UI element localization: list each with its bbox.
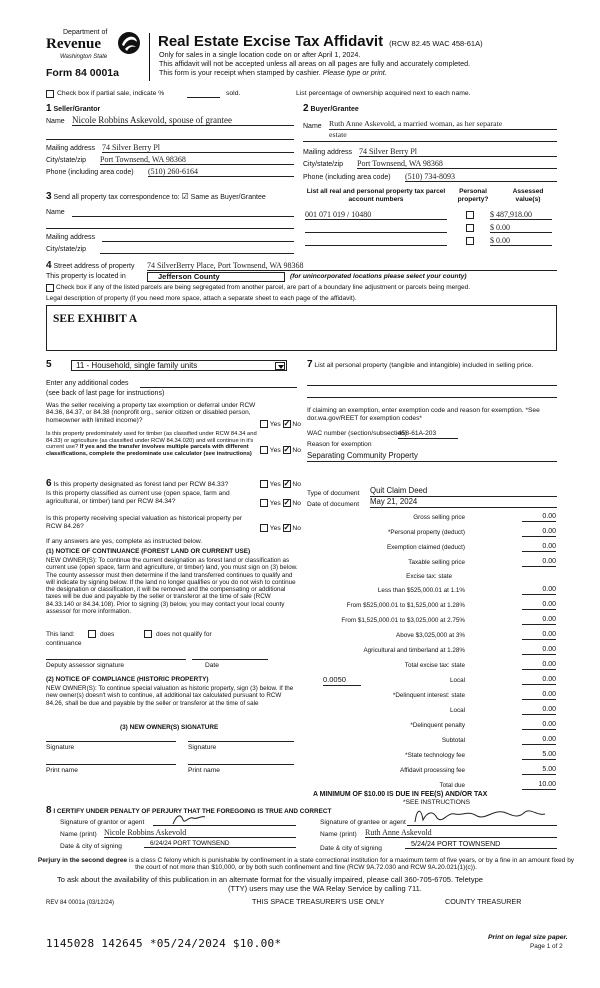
grantee-signature-scribble xyxy=(407,806,557,826)
buyer-city-label: City/state/zip xyxy=(303,161,344,168)
buyer-heading-text: Buyer/Grantee xyxy=(310,106,359,113)
parcel-header-list: List all real and personal property tax parcel account numbers xyxy=(306,188,446,203)
seller-mail-field[interactable]: 74 Silver Berry Pl xyxy=(102,143,294,153)
deputy-signature-label: Deputy assessor signature xyxy=(46,662,125,669)
tax-row-amount[interactable]: 0.00 xyxy=(522,661,556,670)
notice3-heading: (3) NEW OWNER(S) SIGNATURE xyxy=(120,724,219,731)
current-use-yes-checkbox[interactable] xyxy=(260,499,268,507)
tax-row-amount[interactable]: 10.00 xyxy=(522,781,556,790)
legal-paper-note: Print on legal size paper. xyxy=(488,934,568,941)
located-label: This property is located in xyxy=(46,273,126,280)
grantor-signature-scribble xyxy=(171,812,221,826)
doc-type-field[interactable]: Quit Claim Deed xyxy=(370,487,557,497)
no-label: No xyxy=(292,524,301,532)
assessed-value-field[interactable]: $ 487,918.00 xyxy=(490,210,552,220)
deputy-date-label: Date xyxy=(205,662,219,669)
page-number: Page 1 of 2 xyxy=(530,943,563,950)
forest-no-checkbox[interactable]: ✓ xyxy=(283,479,291,488)
partial-sale-label: Check box if partial sale, indicate % xyxy=(57,90,165,97)
property-num: 4 xyxy=(46,260,52,271)
doc-type-label: Type of document xyxy=(307,490,360,497)
personal-property-checkbox[interactable] xyxy=(466,237,474,245)
timber-question xyxy=(46,431,264,458)
print-name-label: Print name xyxy=(188,767,220,774)
tax-row-amount[interactable]: 0.00 xyxy=(522,631,556,640)
parcel-header-assessed: Assessed value(s) xyxy=(512,188,544,203)
if-yes-note: If any answers are yes, complete as instructed below. xyxy=(46,538,203,545)
section6-num: 6 xyxy=(46,478,52,489)
treasurer-use-label: THIS SPACE TREASURER'S USE ONLY xyxy=(252,897,385,906)
tax-row-amount[interactable]: 0.00 xyxy=(522,586,556,595)
q2-yes-checkbox[interactable] xyxy=(260,446,268,454)
wac-field[interactable]: 458-61A-203 xyxy=(398,430,458,439)
does-label: does xyxy=(100,631,115,638)
perjury-bold: Perjury in the second degree xyxy=(37,857,128,864)
notice1-text: NEW OWNER(S): To continue the current designation as forest land or classification as current use (open space, farm and agriculture, or timber) land, you must sign on (3) below. The county assessor must then determine if the land transferred continues to qualify and will indicate by signing below. If the land no longer qualifies or you do not wish to continue the designation or classification, it will be removed and the compensating or additional taxes will be due and payable by the seller or transferor at the time of sale (RCW 84.33.140 or 84.34.108). Prior to signing (3) below, you may contact your local county assessor for more information. xyxy=(46,557,298,616)
no-label: No xyxy=(292,446,301,454)
partial-percent-field[interactable] xyxy=(187,97,220,98)
seller-city-field[interactable]: Port Townsend, WA 98368 xyxy=(100,155,294,165)
parcel-account-field[interactable]: 001 071 019 / 10480 xyxy=(305,210,447,220)
county-select[interactable] xyxy=(147,272,285,282)
tax-row-label: From $1,525,000.01 to $3,025,000 at 2.75% xyxy=(341,617,465,624)
alternate-format-note-1: To ask about the availability of this publication in an alternate format for the visually impaired, please call 360-705-6705. Teletype xyxy=(57,875,483,884)
section7-heading xyxy=(307,359,557,371)
q1-answer xyxy=(260,420,301,428)
buyer-name-field-2[interactable]: estate xyxy=(329,130,347,139)
use-code-value: 11 - Household, single family units xyxy=(76,361,198,370)
q2-no-checkbox[interactable]: ✓ xyxy=(283,445,291,454)
ownership-note: List percentage of ownership acquired next to each name. xyxy=(296,90,471,97)
tax-row-amount[interactable]: 0.00 xyxy=(522,558,556,567)
tax-row-label: Subtotal xyxy=(441,737,465,744)
corr-mail-field[interactable] xyxy=(102,241,294,242)
form-citation: (RCW 82.45 WAC 458-61A) xyxy=(389,39,483,48)
alternate-format-note-2: (TTY) users may use the WA Relay Service by calling 711. xyxy=(228,884,422,893)
timber-question-bold: If yes and the transfer involves multiple parcels with different classifications, complete the predominate use calculator (see instructions) xyxy=(46,444,252,457)
tax-row-amount[interactable]: 0.00 xyxy=(522,721,556,730)
assessed-value-field[interactable]: $ 0.00 xyxy=(490,223,552,233)
dept-line: Department of xyxy=(63,29,108,36)
does-checkbox[interactable] xyxy=(88,630,96,638)
no-label: No xyxy=(292,420,301,428)
corr-city-field[interactable] xyxy=(100,253,294,254)
tax-row-label: Gross selling price xyxy=(413,514,465,521)
tax-row-label: Total due xyxy=(439,782,465,789)
does-not-label: does not qualify for xyxy=(156,631,212,638)
legal-description-box[interactable] xyxy=(46,305,557,351)
exemption-instructions: If claiming an exemption, enter exemption code and reason for exemption. *See dor.wa.gov/REET for exemption codes* xyxy=(307,407,540,422)
forest-answer xyxy=(260,480,301,488)
notice2-heading: (2) NOTICE OF COMPLIANCE (HISTORIC PROPERTY) xyxy=(46,676,209,683)
same-as-buyer-checkbox[interactable]: ☑ xyxy=(181,192,189,201)
q1-yes-checkbox[interactable] xyxy=(260,420,268,428)
grantor-signature-label: Signature of grantor or agent xyxy=(60,819,145,826)
tax-row-amount[interactable]: 0.00 xyxy=(522,646,556,655)
section8-num: 8 xyxy=(46,805,52,816)
tax-row-label: Taxable selling price xyxy=(408,559,465,566)
seller-name-label: Name xyxy=(46,118,65,125)
continuance-label: continuance xyxy=(46,640,82,647)
revision-number: REV 84 0001a (03/12/24) xyxy=(46,900,115,906)
historic-question: Is this property receiving special valuation as historical property per RCW 84.26? xyxy=(46,515,243,530)
parcel-header-personal: Personal property? xyxy=(457,188,489,203)
corr-name-label: Name xyxy=(46,209,65,216)
buyer-phone-field[interactable]: (510) 734-8093 xyxy=(405,172,557,182)
additional-codes-field[interactable] xyxy=(140,387,297,388)
tax-row-label: From $525,000.01 to $1,525,000 at 1.28% xyxy=(346,602,465,609)
corr-name-field[interactable] xyxy=(72,216,294,217)
header-line-3-italic: Please type or print. xyxy=(322,68,387,77)
tax-row-amount[interactable]: 0.00 xyxy=(522,736,556,745)
tax-row-label: *State technology fee xyxy=(405,752,465,759)
current-use-answer xyxy=(260,499,301,507)
dropdown-button[interactable] xyxy=(275,362,285,370)
no-label: No xyxy=(292,480,301,488)
tax-row-amount[interactable]: 0.00 xyxy=(522,706,556,715)
corr-city-label: City/state/zip xyxy=(46,246,87,253)
dor-swirl-icon xyxy=(116,30,142,56)
personal-property-field-1[interactable] xyxy=(307,385,557,386)
tax-row-amount[interactable]: 5.00 xyxy=(522,766,556,775)
header-line-3 xyxy=(159,69,387,77)
personal-property-checkbox[interactable] xyxy=(466,224,474,232)
street-label: Street address of property xyxy=(53,263,135,270)
tax-row-amount[interactable]: 5.00 xyxy=(522,751,556,760)
property-street-row xyxy=(46,260,134,272)
tax-row-label: Local xyxy=(449,707,465,714)
forest-question xyxy=(46,478,228,490)
buyer-num: 2 xyxy=(303,103,309,114)
correspondence-text: Send all property tax correspondence to: xyxy=(53,194,180,201)
tax-row-label: Affidavit processing fee xyxy=(400,767,465,774)
no-label: No xyxy=(292,499,301,507)
corr-mail-label: Mailing address xyxy=(46,234,96,241)
additional-codes-label: Enter any additional codes xyxy=(46,380,129,387)
yes-label: Yes xyxy=(269,446,281,454)
segregation-label: Check box if any of the listed parcels are being segregated from another parcel, are part of a boundary line adjustment or parcels being merged. xyxy=(56,284,471,291)
corr-name-line-2[interactable] xyxy=(46,228,294,229)
use-code-select[interactable] xyxy=(71,360,287,371)
see-back-note: (see back of last page for instructions) xyxy=(46,390,165,397)
local-rate: 0.0050 xyxy=(323,676,361,686)
signature-label: Signature xyxy=(188,744,217,751)
minimum-due-note: A MINIMUM OF $10.00 IS DUE IN FEE(S) AND/OR TAX xyxy=(313,791,488,798)
tax-row-amount[interactable]: 0.00 xyxy=(522,543,556,552)
section7-text: List all personal property (tangible and intangible) included in selling price. xyxy=(314,362,534,369)
notice2-text: NEW OWNER(S): To continue special valuation as historic property, sign (3) below. If the new owner(s) doesn't wish to continue, all additional tax calculated pursuant to RCW 84.26, shall be due and payable by the seller or transferor at the time of sale xyxy=(46,685,294,707)
signature-label: Signature xyxy=(46,744,75,751)
buyer-city-field[interactable]: Port Townsend, WA 98368 xyxy=(357,159,557,169)
tax-row-label: *Delinquent penalty xyxy=(410,722,465,729)
reason-label: Reason for exemption xyxy=(307,441,372,448)
personal-property-checkbox[interactable] xyxy=(466,211,474,219)
yes-label: Yes xyxy=(269,480,281,488)
this-land-label: This land: xyxy=(46,631,75,638)
county-note: (for unincorporated locations please select your county) xyxy=(290,273,467,280)
deputy-signature-field[interactable] xyxy=(46,659,186,660)
seller-num: 1 xyxy=(46,103,52,114)
tax-row-label: Agricultural and timberland at 1.28% xyxy=(363,647,465,654)
notice1-heading: (1) NOTICE OF CONTINUANCE (FOREST LAND OR CURRENT USE) xyxy=(46,548,251,555)
buyer-mail-field[interactable]: 74 Silver Berry Pl xyxy=(359,147,557,157)
wac-label: WAC number (section/subsection) xyxy=(307,430,407,437)
reason-field[interactable]: Separating Community Property xyxy=(307,452,557,462)
grantee-name-field[interactable]: Ruth Anne Askevold xyxy=(365,828,557,838)
seller-name-line-2[interactable] xyxy=(46,139,294,140)
tax-row-label: Above $3,025,000 at 3% xyxy=(396,632,465,639)
correspondence-num: 3 xyxy=(46,191,52,202)
state-name: Washington State xyxy=(60,54,108,60)
form-number: Form 84 0001a xyxy=(46,67,119,79)
legal-description-text: SEE EXHIBIT A xyxy=(53,313,138,325)
street-address-field[interactable]: 74 SilverBerry Place, Port Townsend, WA 98368 xyxy=(147,261,557,271)
tax-row-amount[interactable]: 0.00 xyxy=(522,528,556,537)
personal-property-field-2[interactable] xyxy=(307,397,557,398)
grantor-signature-field[interactable] xyxy=(153,812,296,826)
grantor-name-label: Name (print) xyxy=(60,831,97,838)
grantee-signature-label: Signature of grantee or agent xyxy=(320,819,406,826)
q1-no-checkbox[interactable]: ✓ xyxy=(283,419,291,428)
current-use-question: Is this property classified as current use (open space, farm and agricultural, or timber) land per RCW 84.34? xyxy=(46,490,230,505)
header-line-3-text: This form is your receipt when stamped by cashier. xyxy=(159,68,323,77)
deputy-date-field[interactable] xyxy=(192,659,268,660)
seller-phone-field[interactable]: (510) 260-6164 xyxy=(148,167,294,177)
owner-print-name-field-2[interactable] xyxy=(188,764,294,765)
tax-row-amount[interactable]: 0.00 xyxy=(522,513,556,522)
county-treasurer-label: COUNTY TREASURER xyxy=(445,897,522,906)
historic-no-checkbox[interactable]: ✓ xyxy=(283,523,291,532)
tax-row-amount[interactable]: 0.00 xyxy=(522,676,556,685)
tax-row-amount[interactable]: 0.00 xyxy=(522,601,556,610)
tax-row-label: Excise tax: state xyxy=(406,573,452,580)
same-as-buyer-label: Same as Buyer/Grantee xyxy=(190,194,266,201)
grantee-signature-field[interactable] xyxy=(407,806,557,826)
perjury-notice xyxy=(34,857,578,872)
yes-label: Yes xyxy=(269,420,281,428)
see-instructions-note: *SEE INSTRUCTIONS xyxy=(403,799,471,806)
seller-phone-label: Phone (including area code) xyxy=(46,169,134,176)
grantor-name-field[interactable]: Nicole Robbins Askevold xyxy=(104,828,296,838)
yes-label: Yes xyxy=(269,524,281,532)
correspondence-heading xyxy=(46,191,266,203)
tax-row-label: Less than $525,000.01 at 1.1% xyxy=(377,587,465,594)
perjury-text: is a class C felony which is punishable by confinement in a state correctional institution for a maximum term of five years, or by a fine in an amount fixed by the court of not more than $10,000, or by both such confinement and fine (RCW 9A.72.030 and RCW 9A.20.021(1)(c)). xyxy=(127,857,575,872)
form-title-row xyxy=(158,33,483,50)
form-title: Real Estate Excise Tax Affidavit xyxy=(158,33,384,50)
does-not-checkbox[interactable] xyxy=(144,630,152,638)
doc-date-field[interactable]: May 21, 2024 xyxy=(370,498,557,508)
grantee-name-label: Name (print) xyxy=(320,831,357,838)
seller-name-field[interactable]: Nicole Robbins Askevold, spouse of grantee xyxy=(72,115,294,126)
owner-signature-field-1[interactable] xyxy=(46,741,176,742)
chevron-down-icon xyxy=(277,364,285,370)
parcel-account-field[interactable] xyxy=(305,245,447,246)
seller-city-label: City/state/zip xyxy=(46,157,87,164)
partial-sale-checkbox[interactable] xyxy=(46,90,54,98)
receipt-stamp: 1145028 142645 *05/24/2024 $10.00* xyxy=(46,937,282,950)
grantee-date-field[interactable]: 5/24/24 PORT TOWNSEND xyxy=(405,840,557,849)
tax-row-label: *Delinquent interest: state xyxy=(392,692,465,699)
tax-row-label: Total excise tax: state xyxy=(404,662,465,669)
grantee-date-label: Date & city of signing xyxy=(320,845,382,852)
buyer-mail-label: Mailing address xyxy=(303,149,353,156)
tax-row-label: Exemption claimed (deduct) xyxy=(386,544,465,551)
buyer-name-label: Name xyxy=(303,123,322,130)
yes-label: Yes xyxy=(269,499,281,507)
grantor-date-field[interactable]: 6/24/24 PORT TOWNSEND xyxy=(144,840,296,848)
forest-question-text: Is this property designated as forest land per RCW 84.33? xyxy=(53,481,229,488)
segregation-checkbox[interactable] xyxy=(46,284,54,292)
section7-num: 7 xyxy=(307,359,313,370)
header-line-1: Only for sales in a single location code on or after April 1, 2024. xyxy=(159,50,361,59)
buyer-heading xyxy=(303,103,359,115)
legal-description-label: Legal description of property (if you need more space, attach a separate sheet to each page of the affidavit). xyxy=(46,295,357,302)
assessed-value-field[interactable]: $ 0.00 xyxy=(490,236,552,246)
seller-mail-label: Mailing address xyxy=(46,145,96,152)
tax-row-label: *Personal property (deduct) xyxy=(387,529,465,536)
parcel-account-field[interactable] xyxy=(305,232,447,233)
header-line-2: This affidavit will not be accepted unless all areas on all pages are fully and accurately completed. xyxy=(159,59,471,68)
tax-row-amount[interactable]: 0.00 xyxy=(522,616,556,625)
section5-num: 5 xyxy=(46,359,52,370)
current-use-no-checkbox[interactable]: ✓ xyxy=(283,498,291,507)
tax-row-label: Local xyxy=(449,677,465,684)
certification-text: I CERTIFY UNDER PENALTY OF PERJURY THAT THE FOREGOING IS TRUE AND CORRECT xyxy=(53,808,332,815)
exemption-question-1: Was the seller receiving a property tax exemption or deferral under RCW 84.36, 84.37, or 84.38 (nonprofit org., senior citizen or disabled person, homeowner with limited income)? xyxy=(46,402,256,424)
sold-label: sold. xyxy=(226,90,241,97)
forest-yes-checkbox[interactable] xyxy=(260,480,268,488)
doc-date-label: Date of document xyxy=(307,501,360,508)
buyer-phone-label: Phone (including area code) xyxy=(303,174,391,181)
revenue-wordmark: Revenue xyxy=(46,36,101,52)
header-divider xyxy=(149,33,150,81)
county-value: Jefferson County xyxy=(158,272,220,281)
timber-question-text: Is this property predominately used for timber (as classified under RCW 84.34 and 84.33) or agriculture (as classified under RCW 84.34.020) and will continue in it's current use? xyxy=(46,431,257,451)
buyer-name-field[interactable]: Ruth Anne Askevold, a married woman, as her separate xyxy=(329,120,557,130)
print-name-label: Print name xyxy=(46,767,78,774)
seller-heading xyxy=(46,103,100,115)
buyer-name-underline-2 xyxy=(303,141,557,142)
owner-print-name-field-1[interactable] xyxy=(46,764,176,765)
q2-answer xyxy=(260,446,301,454)
tax-row-amount[interactable]: 0.00 xyxy=(522,691,556,700)
grantor-date-label: Date & city of signing xyxy=(60,843,122,850)
seller-heading-text: Seller/Grantor xyxy=(53,106,101,113)
